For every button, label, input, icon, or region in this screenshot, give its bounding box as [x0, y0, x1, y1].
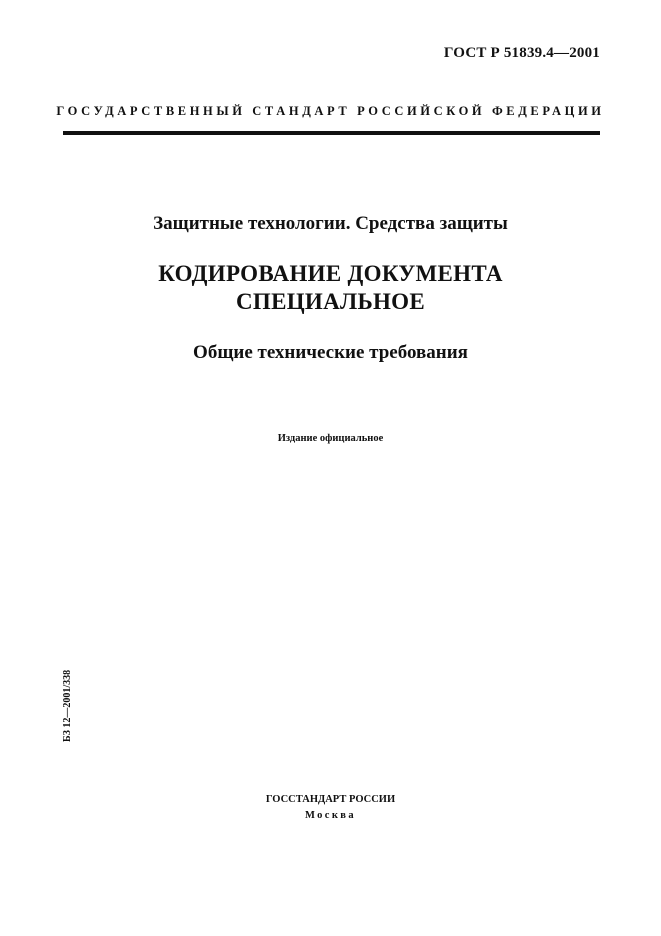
publication-city: Москва	[304, 810, 357, 821]
main-title	[0, 260, 661, 316]
state-standard-heading: ГОСУДАРСТВЕННЫЙ СТАНДАРТ РОССИЙСКОЙ ФЕДЕРАЦИИ	[56, 104, 605, 118]
subtitle: Общие технические требования	[193, 342, 468, 363]
side-registration-code: БЗ 12—2001/338	[62, 669, 73, 742]
main-title-line-1: КОДИРОВАНИЕ ДОКУМЕНТА	[158, 261, 503, 286]
publisher: ГОССТАНДАРТ РОССИИ	[265, 794, 396, 805]
header-divider	[63, 131, 600, 135]
edition-note: Издание официальное	[277, 433, 384, 444]
document-number: ГОСТ Р 51839.4—2001	[443, 45, 600, 61]
main-title-line-2: СПЕЦИАЛЬНОЕ	[236, 289, 425, 314]
subject-title: Защитные технологии. Средства защиты	[153, 213, 508, 234]
